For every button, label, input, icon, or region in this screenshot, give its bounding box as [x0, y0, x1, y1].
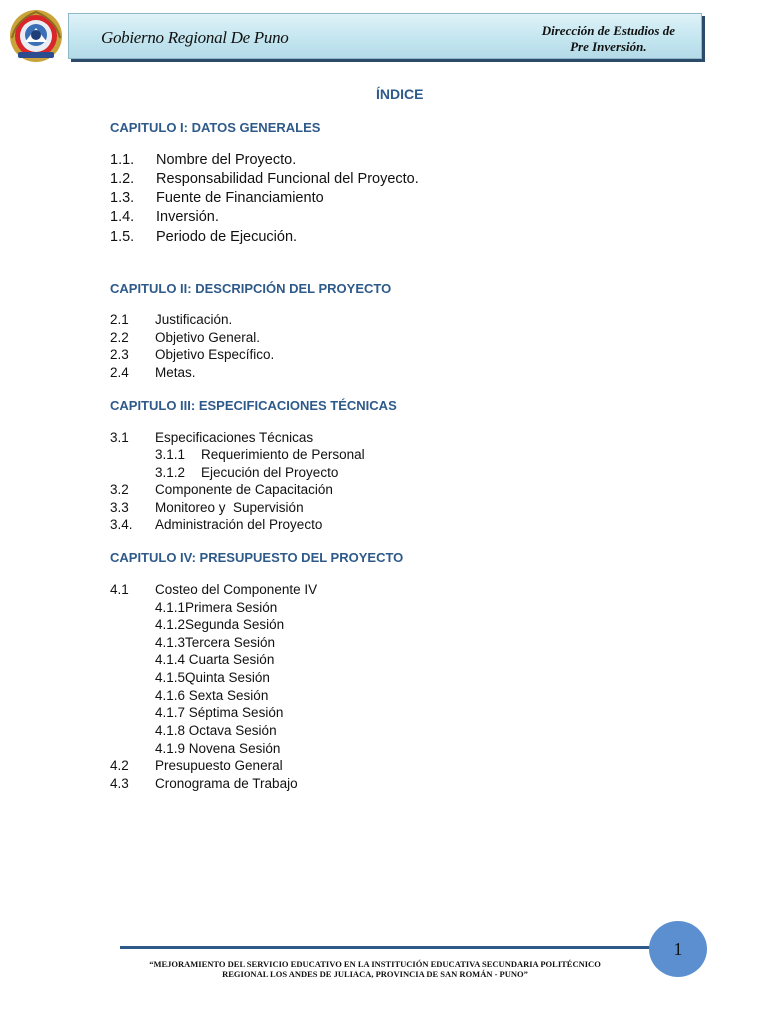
page-number-badge — [649, 921, 707, 977]
list-item: 4.1.8 Octava Sesión — [155, 723, 277, 738]
list-item: 4.1.6 Sexta Sesión — [155, 688, 269, 703]
header-banner — [68, 13, 702, 59]
chapter-title: CAPITULO II: DESCRIPCIÓN DEL PROYECTO — [110, 281, 392, 296]
footer-divider — [120, 946, 660, 949]
list-item: 4.1.2Segunda Sesión — [155, 617, 285, 632]
header-organization-title: Gobierno Regional De Puno — [101, 28, 289, 47]
list-item: 4.1.9 Novena Sesión — [155, 741, 281, 756]
list-item: 4.1.1Primera Sesión — [155, 600, 278, 615]
header-department-line2: Pre Inversión. — [570, 39, 647, 54]
list-item: 4.1.5Quinta Sesión — [155, 670, 270, 685]
header-department-line1: Dirección de Estudios de — [541, 23, 675, 38]
list-item: 4.1.3Tercera Sesión — [155, 635, 276, 650]
footer-project-title — [100, 959, 650, 979]
list-item: 4.1.7 Séptima Sesión — [155, 705, 284, 720]
footer-line2: REGIONAL LOS ANDES DE JULIACA, PROVINCIA DE SAN ROMÁN - PUNO” — [222, 969, 528, 979]
index-title: ÍNDICE — [376, 86, 424, 102]
chapter-title: CAPITULO IV: PRESUPUESTO DEL PROYECTO — [110, 550, 404, 565]
chapter-title: CAPITULO III: ESPECIFICACIONES TÉCNICAS — [110, 398, 397, 413]
page-number: 1 — [673, 938, 683, 959]
footer-line1: “MEJORAMIENTO DEL SERVICIO EDUCATIVO EN LA INSTITUCIÓN EDUCATIVA SECUNDARIA POLITÉCNICO — [149, 959, 601, 969]
coat-of-arms-icon — [8, 8, 64, 64]
header-department-title — [542, 23, 675, 55]
list-item: 4.1.4 Cuarta Sesión — [155, 652, 275, 667]
chapter-title: CAPITULO I: DATOS GENERALES — [110, 120, 321, 135]
